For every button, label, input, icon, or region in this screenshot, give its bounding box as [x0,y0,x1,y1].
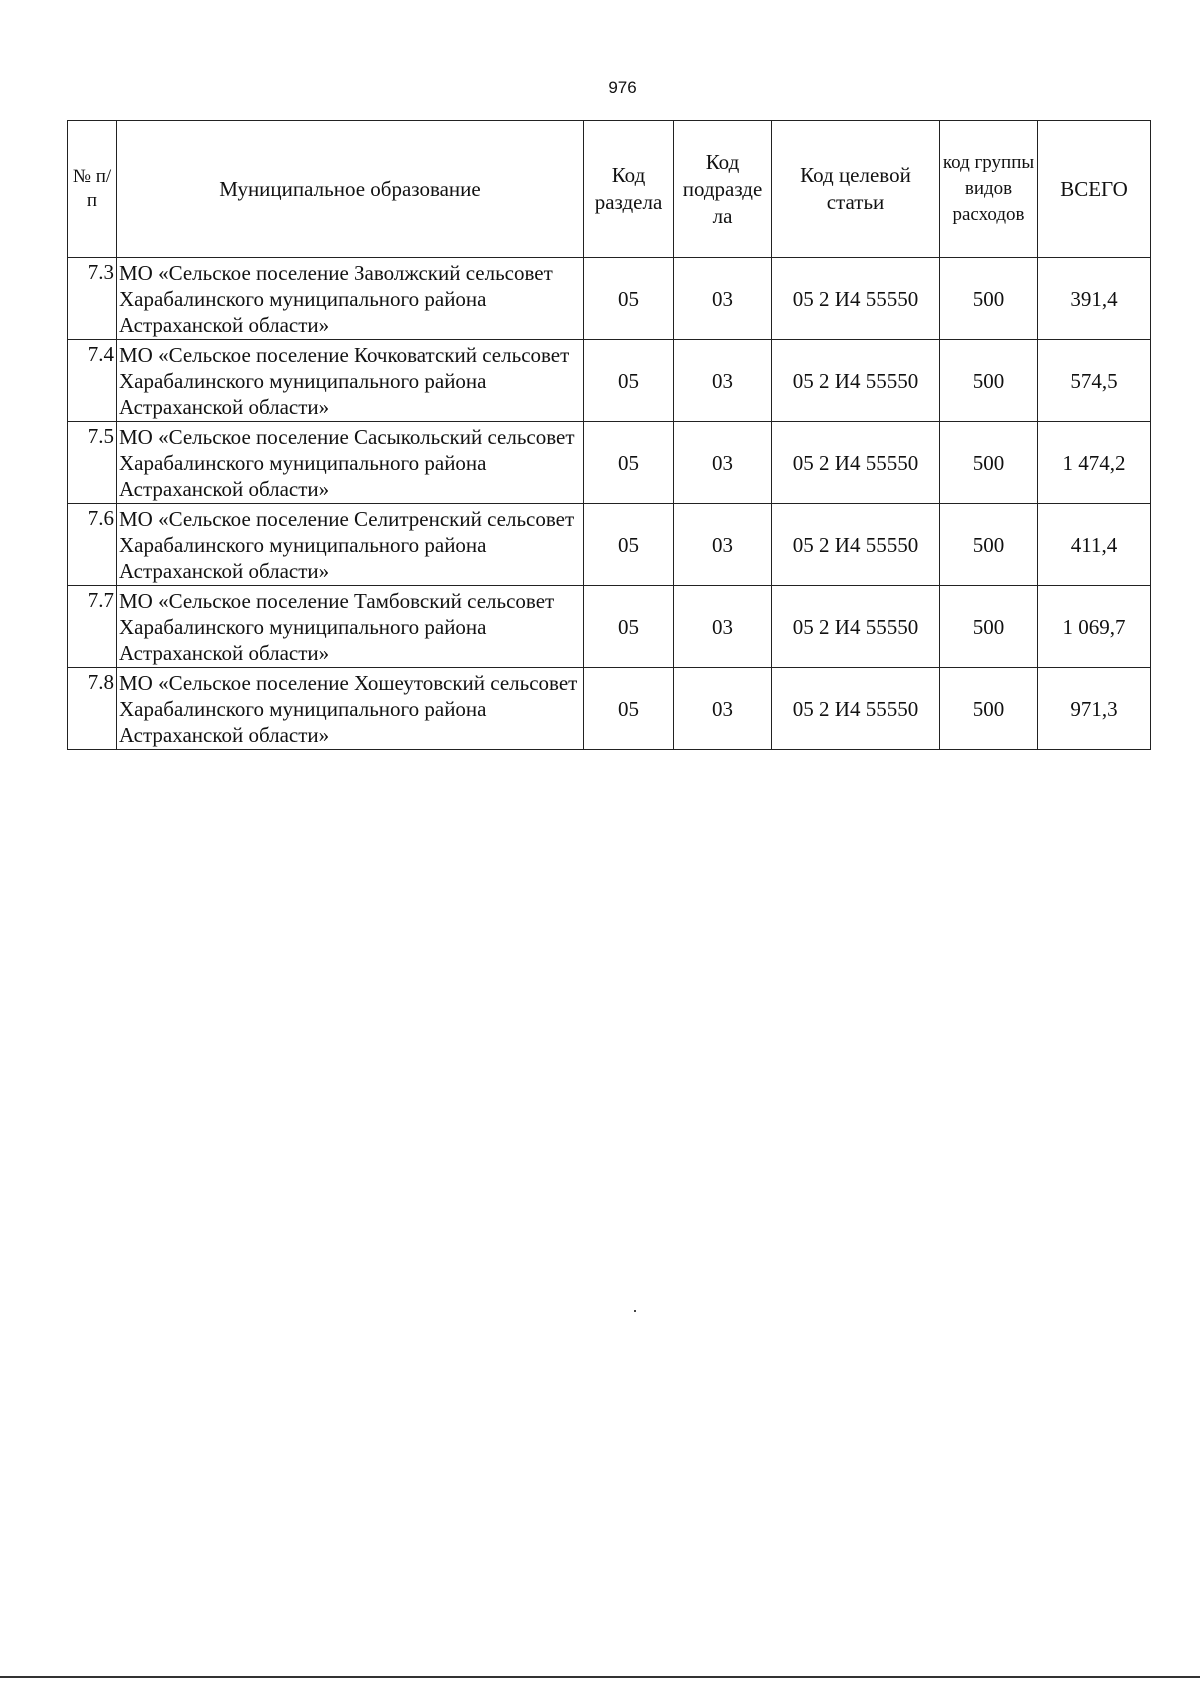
table-row [68,668,1151,750]
municipality-name: МО «Сельское поселение Заволжский сельсовет Харабалинского муниципального района Астраханской области» [117,258,584,340]
page-number: 976 [608,78,637,97]
header-total: ВСЕГО [1038,121,1151,258]
municipality-name: МО «Сельское поселение Тамбовский сельсовет Харабалинского муниципального района Астраханской области» [117,586,584,668]
target-code: 05 2 И4 55550 [772,586,940,668]
subsection-code: 03 [674,258,772,340]
target-code: 05 2 И4 55550 [772,258,940,340]
subsection-code: 03 [674,668,772,750]
table-header-row [68,121,1151,258]
target-code: 05 2 И4 55550 [772,668,940,750]
row-number: 7.3 [68,258,117,340]
total-amount: 391,4 [1038,258,1151,340]
budget-table [67,120,1151,750]
subsection-code: 03 [674,422,772,504]
header-num: № п/п [68,121,117,258]
municipality-name: МО «Сельское поселение Хошеутовский сельсовет Харабалинского муниципального района Астраханской области» [117,668,584,750]
table-row [68,258,1151,340]
header-expense-group-code: код группы видов расходов [940,121,1038,258]
expense-group-code: 500 [940,668,1038,750]
expense-group-code: 500 [940,422,1038,504]
section-code: 05 [584,340,674,422]
target-code: 05 2 И4 55550 [772,340,940,422]
target-code: 05 2 И4 55550 [772,422,940,504]
municipality-name: МО «Сельское поселение Сасыкольский сельсовет Харабалинского муниципального района Астраханской области» [117,422,584,504]
total-amount: 411,4 [1038,504,1151,586]
row-number: 7.8 [68,668,117,750]
subsection-code: 03 [674,504,772,586]
total-amount: 971,3 [1038,668,1151,750]
subsection-code: 03 [674,586,772,668]
section-code: 05 [584,422,674,504]
row-number: 7.5 [68,422,117,504]
row-number: 7.6 [68,504,117,586]
expense-group-code: 500 [940,504,1038,586]
target-code: 05 2 И4 55550 [772,504,940,586]
municipality-name: МО «Сельское поселение Селитренский сельсовет Харабалинского муниципального района Астраханской области» [117,504,584,586]
bottom-rule [0,1676,1200,1678]
section-code: 05 [584,258,674,340]
row-number: 7.4 [68,340,117,422]
header-municipality: Муниципальное образование [117,121,584,258]
header-target-code: Код целевой статьи [772,121,940,258]
section-code: 05 [584,504,674,586]
table-row [68,340,1151,422]
section-code: 05 [584,586,674,668]
total-amount: 1 069,7 [1038,586,1151,668]
table-row [68,422,1151,504]
total-amount: 574,5 [1038,340,1151,422]
row-number: 7.7 [68,586,117,668]
expense-group-code: 500 [940,586,1038,668]
expense-group-code: 500 [940,340,1038,422]
subsection-code: 03 [674,340,772,422]
table-row [68,504,1151,586]
section-code: 05 [584,668,674,750]
municipality-name: МО «Сельское поселение Кочковатский сельсовет Харабалинского муниципального района Астраханской области» [117,340,584,422]
scan-speck [634,1310,636,1312]
table-row [68,586,1151,668]
header-section-code: Код раздела [584,121,674,258]
total-amount: 1 474,2 [1038,422,1151,504]
expense-group-code: 500 [940,258,1038,340]
header-subsection-code: Код подразде ла [674,121,772,258]
